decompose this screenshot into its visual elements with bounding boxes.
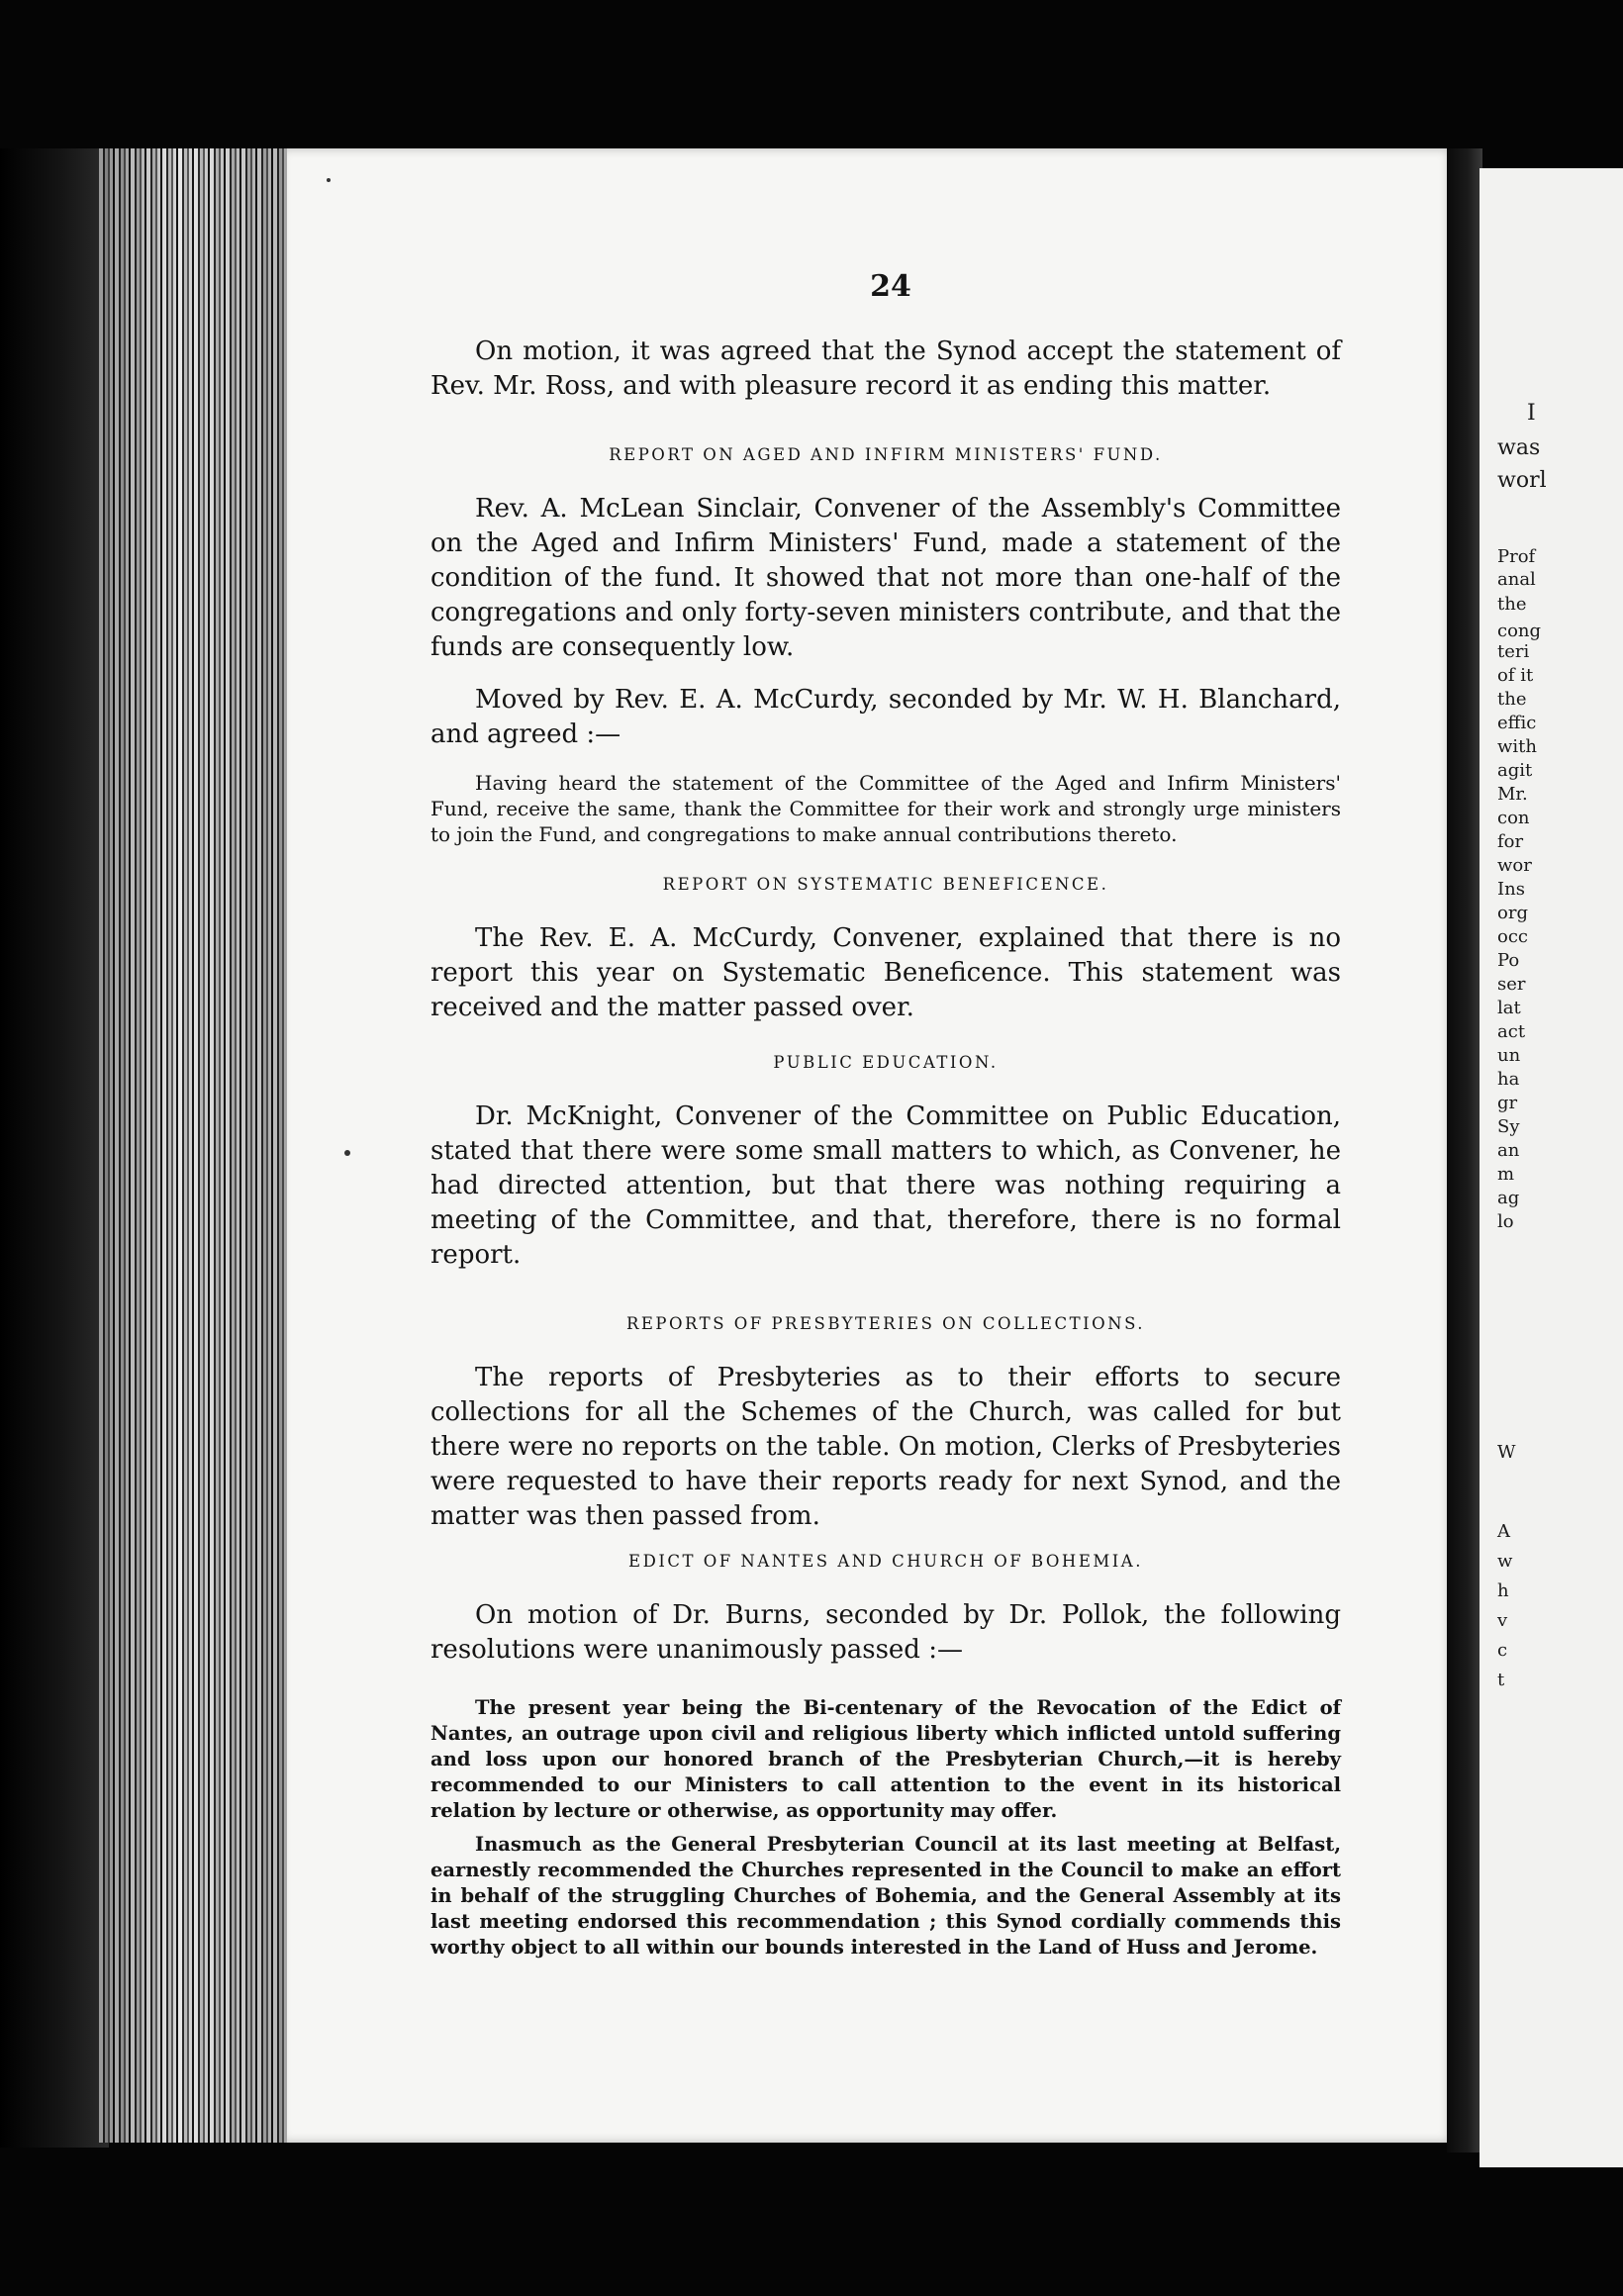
adjacent-page-fragment: the	[1497, 689, 1527, 710]
adjacent-page-fragment: un	[1497, 1045, 1521, 1066]
adjacent-page-fragment: h	[1497, 1580, 1509, 1601]
adjacent-page-fragment: gr	[1497, 1093, 1518, 1113]
resolution-church-bohemia: Inasmuch as the General Presbyterian Council at its last meeting at Belfast, earnestly recommended the Churches represented in the Council to make an effort in behalf of the struggling Churches of Bohemia, and the General Assembly at its last meeting endorsed this recommendation ; this Synod cordially commends this worthy object to all within our bounds interested in the Land of Huss and Jerome.	[430, 1833, 1341, 1959]
heading-edict-nantes-bohemia: EDICT OF NANTES AND CHURCH OF BOHEMIA.	[628, 1552, 1143, 1571]
paragraph-ross-statement: On motion, it was agreed that the Synod accept the statement of Rev. Mr. Ross, and with pleasure record it as ending this matter.	[430, 336, 1341, 401]
adjacent-page-fragment: A	[1497, 1521, 1510, 1542]
page-edges	[99, 148, 297, 2143]
ink-speck	[344, 1150, 350, 1156]
adjacent-page-fragment: c	[1497, 1640, 1508, 1661]
adjacent-page-fragment: effic	[1497, 713, 1537, 733]
page-number: 24	[870, 269, 911, 304]
ink-speck	[327, 178, 331, 182]
heading-public-education: PUBLIC EDUCATION.	[773, 1053, 999, 1072]
adjacent-page-fragment: w	[1497, 1551, 1513, 1572]
adjacent-page-fragment: anal	[1497, 569, 1536, 590]
book-gutter	[0, 148, 109, 2148]
paragraph-mcknight-statement: Dr. McKnight, Convener of the Committee on Public Education, stated that there were some small matters to which, as Convener, he had directed attention, but that there was nothing requiring a meeting of the Committee, and that, therefore, there is no formal report.	[430, 1101, 1341, 1270]
adjacent-page-fragment: ha	[1497, 1069, 1520, 1090]
adjacent-page-fragment: m	[1497, 1164, 1515, 1185]
adjacent-page-fragment: the	[1497, 594, 1527, 615]
adjacent-page-fragment: Sy	[1497, 1116, 1520, 1137]
adjacent-page-fragment: Ins	[1497, 879, 1525, 900]
adjacent-page-fragment: con	[1497, 808, 1530, 828]
adjacent-page-fragment: I	[1527, 401, 1536, 426]
adjacent-page-fragment: act	[1497, 1021, 1526, 1042]
adjacent-page-fragment: cong	[1497, 621, 1542, 641]
paragraph-beneficence-statement: The Rev. E. A. McCurdy, Convener, explained that there is no report this year on Systematic Beneficence. This statement was received and the matter passed over.	[430, 923, 1341, 1022]
adjacent-page-fragment: an	[1497, 1140, 1520, 1161]
resolution-edict-nantes: The present year being the Bi-centenary of the Revocation of the Edict of Nantes, an outrage upon civil and religious liberty which inflicted untold suffering and loss upon our honored branch of the Presbyterian Church,—it is hereby recommended to our Ministers to call attention to the event in its historical relation by lecture or otherwise, as opportunity may offer.	[430, 1696, 1341, 1822]
adjacent-page	[1480, 168, 1623, 2167]
adjacent-page-fragment: was	[1497, 435, 1541, 460]
adjacent-page-fragment: v	[1497, 1610, 1508, 1631]
adjacent-page-fragment: W	[1497, 1442, 1516, 1463]
adjacent-page-fragment: worl	[1497, 468, 1547, 493]
spine-shadow	[1447, 148, 1482, 2152]
page-content	[430, 335, 1341, 1961]
adjacent-page-fragment: t	[1497, 1670, 1505, 1690]
paragraph-sinclair-report: Rev. A. McLean Sinclair, Convener of the Assembly's Committee on the Aged and Infirm Ministers' Fund, made a statement of the condition of the fund. It showed that not more than one-half of the congregations and only forty-seven ministers contribute, and that the funds are consequently low.	[430, 494, 1341, 662]
adjacent-page-fragment: ag	[1497, 1188, 1520, 1208]
paragraph-presbyteries-reports: The reports of Presbyteries as to their efforts to secure collections for all the Schemes of the Church, was called for but there were no reports on the table. On motion, Clerks of Presbyteries were requested to have their reports ready for next Synod, and the matter was then passed from.	[430, 1363, 1341, 1531]
adjacent-page-fragment: teri	[1497, 641, 1530, 662]
paragraph-burns-motion: On motion of Dr. Burns, seconded by Dr. Pollok, the following resolutions were unanimously passed :—	[430, 1600, 1341, 1665]
adjacent-page-fragment: for	[1497, 831, 1524, 852]
adjacent-page-fragment: with	[1497, 736, 1537, 757]
adjacent-page-fragment: Mr.	[1497, 784, 1528, 805]
adjacent-page-fragment: wor	[1497, 855, 1532, 876]
resolution-aged-fund: Having heard the statement of the Committee of the Aged and Infirm Ministers' Fund, receive the same, thank the Committee for their work and strongly urge ministers to join the Fund, and congregations to make annual contributions thereto.	[430, 771, 1341, 846]
adjacent-page-fragment: Prof	[1497, 546, 1536, 567]
adjacent-page-fragment: Po	[1497, 950, 1520, 971]
adjacent-page-fragment: org	[1497, 903, 1528, 923]
paragraph-mccurdy-motion: Moved by Rev. E. A. McCurdy, seconded by Mr. W. H. Blanchard, and agreed :—	[430, 685, 1341, 749]
heading-aged-infirm-fund: REPORT ON AGED AND INFIRM MINISTERS' FUND.	[609, 445, 1163, 464]
heading-presbyteries-collections: REPORTS OF PRESBYTERIES ON COLLECTIONS.	[625, 1314, 1146, 1333]
adjacent-page-fragment: lo	[1497, 1211, 1514, 1232]
adjacent-page-fragment: lat	[1497, 998, 1521, 1018]
book-page	[287, 148, 1455, 2143]
adjacent-page-fragment: ser	[1497, 974, 1526, 995]
heading-systematic-beneficence: REPORT ON SYSTEMATIC BENEFICENCE.	[662, 875, 1109, 894]
adjacent-page-fragment: agit	[1497, 760, 1533, 781]
adjacent-page-fragment: of it	[1497, 665, 1534, 686]
adjacent-page-fragment: occ	[1497, 926, 1528, 947]
